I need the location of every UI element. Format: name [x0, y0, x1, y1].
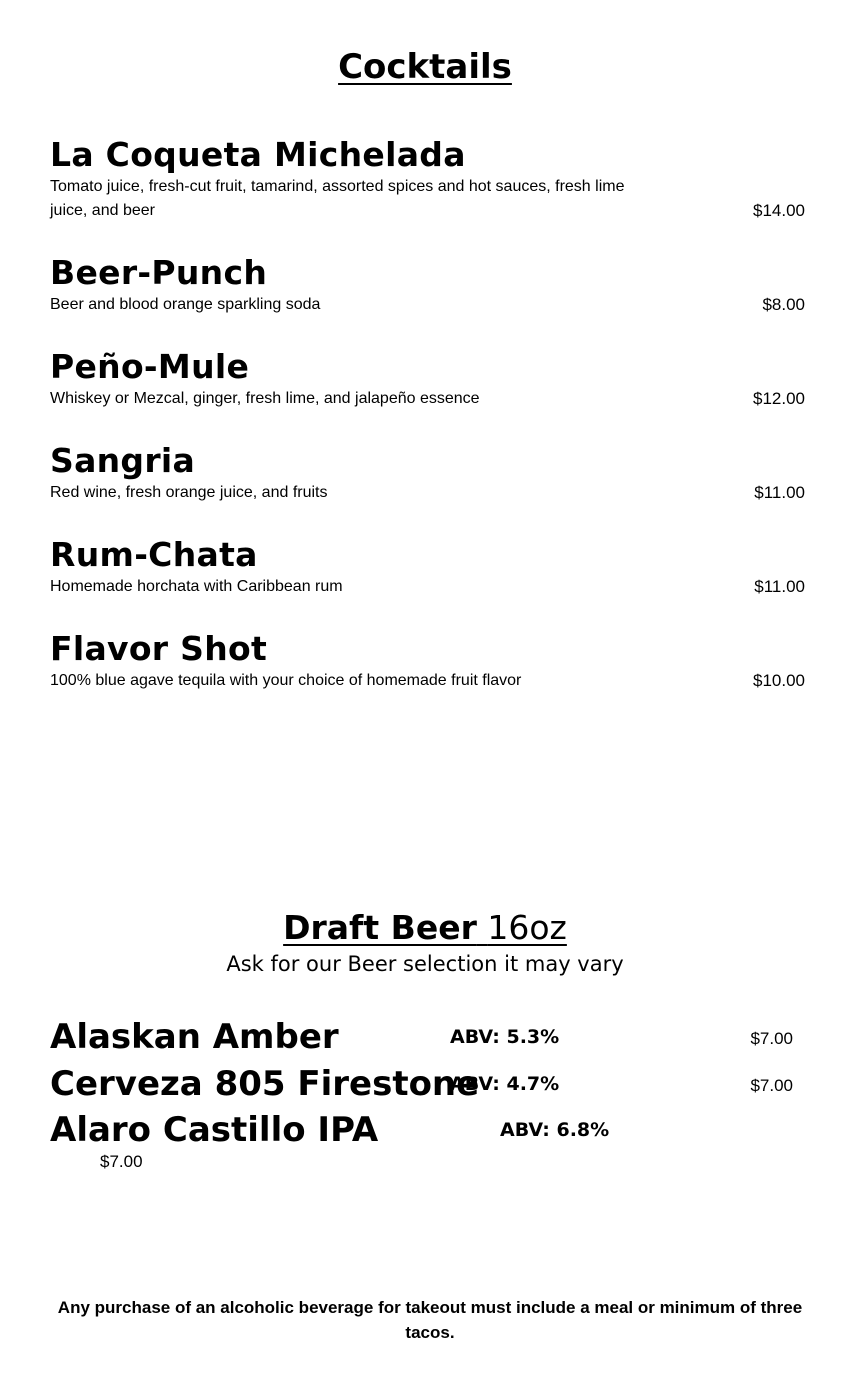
cocktail-description: Red wine, fresh orange juice, and fruits: [50, 484, 328, 501]
cocktail-description: 100% blue agave tequila with your choice of homemade fruit flavor: [50, 672, 522, 689]
beer-row-cerveza-805: [50, 1064, 805, 1104]
draft-beer-title-text: Draft Beer: [283, 908, 477, 947]
cocktail-price: $12.00: [753, 389, 805, 408]
cocktail-price: $8.00: [762, 295, 805, 314]
cocktail-description: Homemade horchata with Caribbean rum: [50, 578, 343, 595]
beer-abv: ABV: 4.7%: [450, 1073, 560, 1095]
cocktail-name: La Coqueta Michelada: [50, 135, 466, 174]
cocktail-name: Sangria: [50, 441, 196, 480]
cocktail-name: Peño-Mule: [50, 347, 250, 386]
cocktail-description: Whiskey or Mezcal, ginger, fresh lime, and jalapeño essence: [50, 390, 480, 407]
cocktail-item-peno-mule: [50, 347, 805, 411]
cocktail-item-flavor-shot: [50, 629, 805, 693]
takeout-policy-note: Any purchase of an alcoholic beverage for takeout must include a meal or minimum of three tacos.: [57, 1298, 803, 1342]
cocktail-name: Beer-Punch: [50, 253, 268, 292]
cocktail-price: $14.00: [753, 201, 805, 220]
beer-row-alaskan-amber: [50, 1017, 805, 1057]
cocktail-description: Tomato juice, fresh-cut fruit, tamarind, assorted spices and hot sauces, fresh lime juice, and beer: [50, 178, 625, 219]
beer-price: $7.00: [750, 1029, 793, 1048]
beer-name: Cerveza 805 Firestone: [50, 1064, 480, 1104]
cocktail-item-rum-chata: [50, 535, 805, 599]
beer-name: Alaro Castillo IPA: [50, 1110, 379, 1150]
cocktails-title: Cocktails: [338, 47, 512, 87]
draft-beer-size: [477, 908, 567, 947]
cocktail-price: $11.00: [754, 483, 805, 502]
cocktail-price: $11.00: [754, 577, 805, 596]
draft-beer-title: [0, 908, 850, 947]
beer-abv: ABV: 5.3%: [450, 1026, 560, 1048]
cocktail-name: Flavor Shot: [50, 629, 268, 668]
beer-abv: ABV: 6.8%: [500, 1119, 610, 1141]
cocktail-item-beer-punch: [50, 253, 805, 317]
cocktail-item-michelada: [50, 135, 805, 223]
cocktail-description: Beer and blood orange sparkling soda: [50, 296, 321, 313]
draft-beer-subtitle: Ask for our Beer selection it may vary: [226, 952, 624, 976]
cocktail-name: Rum-Chata: [50, 535, 258, 574]
beer-price: $7.00: [750, 1076, 793, 1095]
draft-beer-size-text: 16oz: [487, 908, 567, 947]
cocktail-item-sangria: [50, 441, 805, 505]
beer-price: $7.00: [100, 1152, 143, 1171]
cocktail-price: $10.00: [753, 671, 805, 690]
beer-name: Alaskan Amber: [50, 1017, 339, 1057]
beer-row-alaro-castillo: [50, 1110, 805, 1150]
